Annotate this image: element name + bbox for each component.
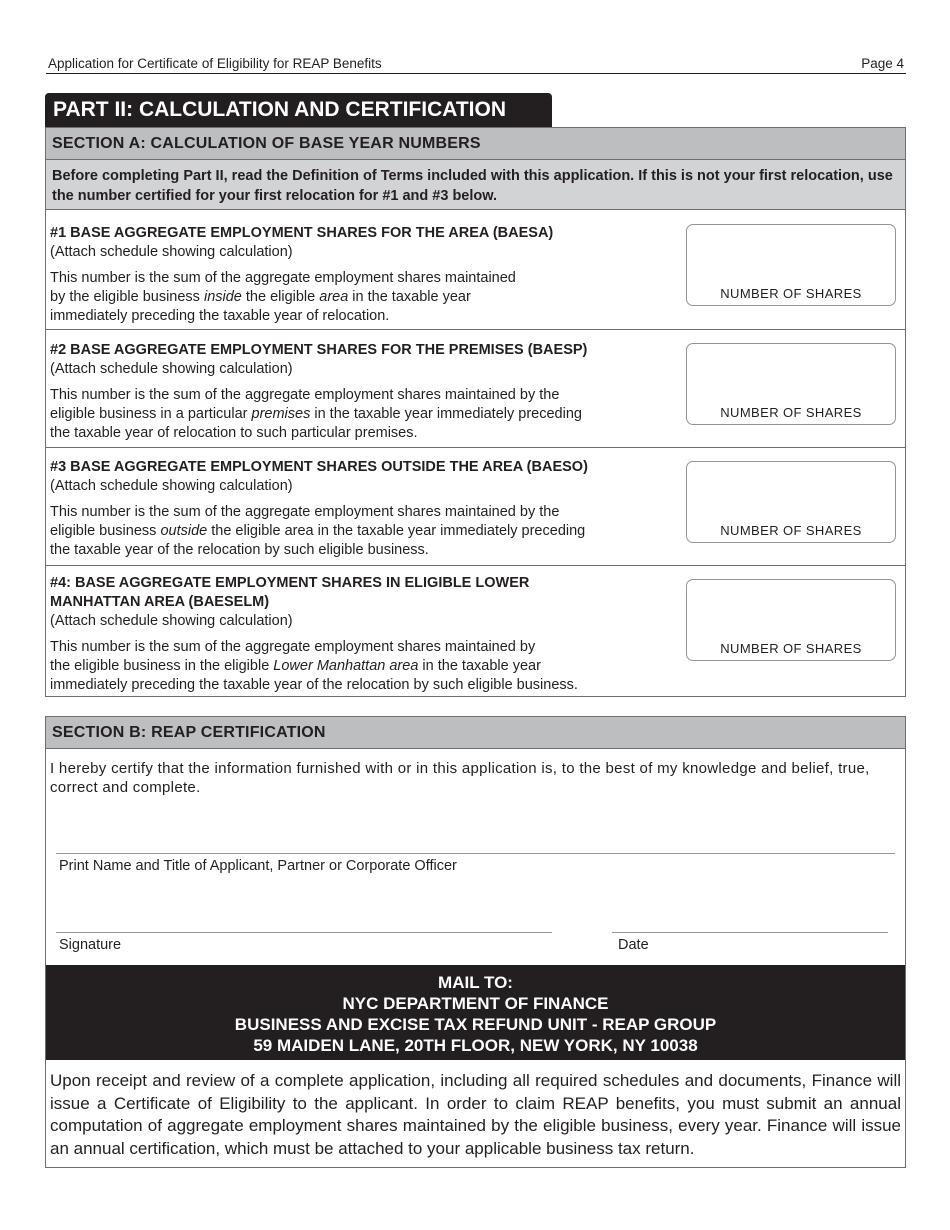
page-number: Page 4 xyxy=(861,56,904,71)
section-b-title: SECTION B: REAP CERTIFICATION xyxy=(46,717,905,749)
mail-to-block: MAIL TO: NYC DEPARTMENT OF FINANCE BUSINESS AND EXCISE TAX REFUND UNIT - REAP GROUP 59 MAIDEN LANE, 20TH FLOOR, NEW YORK, NY 10038 xyxy=(46,965,905,1060)
item-baesp xyxy=(46,330,905,448)
document-header-title: Application for Certificate of Eligibility for REAP Benefits xyxy=(48,56,382,71)
item-title: #1 BASE AGGREGATE EMPLOYMENT SHARES FOR THE AREA (BAESA) xyxy=(50,225,554,241)
share-box-label: NUMBER OF SHARES xyxy=(720,523,862,538)
item-description: This number is the sum of the aggregate employment shares maintained by the eligible business outside the eligible area in the taxable year immediately preceding the taxable year of the relocation by such eligible business. xyxy=(50,504,586,558)
item-subtitle: (Attach schedule showing calculation) xyxy=(50,478,293,494)
share-box-label: NUMBER OF SHARES xyxy=(720,405,862,420)
date-label: Date xyxy=(618,937,649,953)
item-subtitle: (Attach schedule showing calculation) xyxy=(50,361,293,377)
date-field[interactable] xyxy=(612,932,888,933)
item-baeso xyxy=(46,448,905,566)
section-b xyxy=(45,716,906,1168)
baeselm-shares-input[interactable] xyxy=(686,579,896,661)
baeso-shares-input[interactable] xyxy=(686,461,896,543)
item-baeselm xyxy=(46,566,905,696)
name-title-label: Print Name and Title of Applicant, Partner or Corporate Officer xyxy=(59,858,457,874)
item-description: This number is the sum of the aggregate employment shares maintained by the eligible business in the eligible Lower Manhattan area in the taxable year immediately preceding the taxable year of the relocation by such eligible business. xyxy=(50,639,578,693)
item-title: #4: BASE AGGREGATE EMPLOYMENT SHARES IN ELIGIBLE LOWER MANHATTAN AREA (BAESELM) xyxy=(50,575,530,610)
signature-label: Signature xyxy=(59,937,122,953)
share-box-label: NUMBER OF SHARES xyxy=(720,641,862,656)
item-description: This number is the sum of the aggregate employment shares maintained by the eligible business in a particular premises in the taxable year immediately preceding the taxable year of relocation to such particular premises. xyxy=(50,387,582,441)
item-subtitle: (Attach schedule showing calculation) xyxy=(50,613,293,629)
baesa-shares-input[interactable] xyxy=(686,224,896,306)
item-baesa xyxy=(46,211,905,330)
item-title: #2 BASE AGGREGATE EMPLOYMENT SHARES FOR THE PREMISES (BAESP) xyxy=(50,342,588,358)
item-title: #3 BASE AGGREGATE EMPLOYMENT SHARES OUTSIDE THE AREA (BAESO) xyxy=(50,459,588,475)
footer-instructions: Upon receipt and review of a complete application, including all required schedules and documents, Finance will issue a Certificate of Eligibility to the applicant. In order to claim REAP benefits, you must submit an annual computation of aggregate employment shares maintained by the eligible business, every year. Finance will issue an annual certification, which must be attached to your applicable business tax return. xyxy=(50,1071,901,1158)
header-divider xyxy=(46,73,906,74)
section-a xyxy=(45,127,906,697)
section-a-note: Before completing Part II, read the Definition of Terms included with this application. If this is not your first relocation, use the number certified for your first relocation for #1 and #3 below. xyxy=(46,160,905,210)
share-box-label: NUMBER OF SHARES xyxy=(720,286,862,301)
item-description: This number is the sum of the aggregate employment shares maintained by the eligible business inside the eligible area in the taxable year immediately preceding the taxable year of relocation. xyxy=(50,270,516,324)
item-subtitle: (Attach schedule showing calculation) xyxy=(50,244,293,260)
name-title-field[interactable] xyxy=(56,853,895,854)
certification-statement: I hereby certify that the information furnished with or in this application is, to the best of my knowledge and belief, true, correct and complete. xyxy=(50,760,870,796)
signature-field[interactable] xyxy=(56,932,552,933)
section-a-title: SECTION A: CALCULATION OF BASE YEAR NUMBERS xyxy=(46,128,905,160)
baesp-shares-input[interactable] xyxy=(686,343,896,425)
part-title: PART II: CALCULATION AND CERTIFICATION xyxy=(45,93,552,127)
